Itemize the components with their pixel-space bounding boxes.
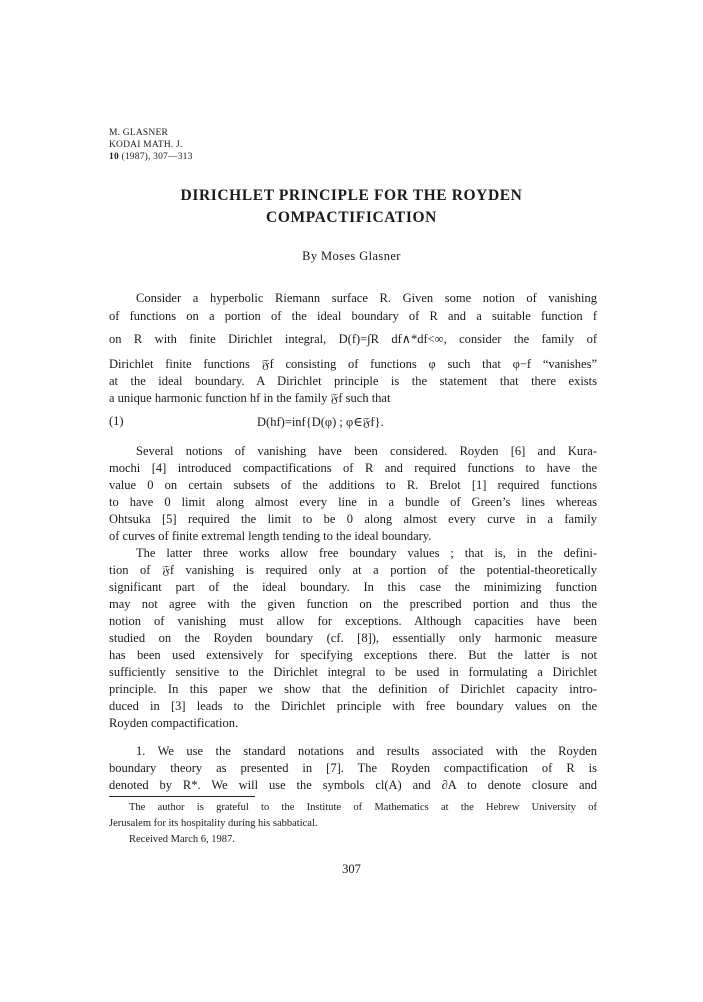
para3-line: has been used extensively for specifying exceptions there. But the latter is not	[109, 648, 597, 662]
equation-body: D(hf)=inf{D(φ) ; φ∈𝔉f}.	[257, 415, 384, 429]
equation-number: (1)	[109, 414, 124, 428]
para2-line: mochi [4] introduced compactifications of R and required functions to have the	[109, 461, 597, 475]
para1-line: at the ideal boundary. A Dirichlet principle is the statement that there exists	[109, 374, 597, 388]
author-running-head: M. GLASNER	[109, 128, 169, 138]
para1-line: a unique harmonic function hf in the family 𝔉f such that	[109, 391, 391, 405]
journal-name: KODAI MATH. J.	[109, 140, 183, 150]
volume-info	[109, 151, 193, 163]
para2-line: of curves of finite extremal length tending to the ideal boundary.	[109, 529, 432, 543]
para1-line: of functions on a portion of the ideal boundary of R and a suitable function f	[109, 309, 597, 323]
page-number: 307	[342, 862, 361, 876]
para3-line: duced in [3] leads to the Dirichlet principle with free boundary values on the	[109, 699, 597, 713]
byline: By Moses Glasner	[302, 249, 401, 263]
para1-line: Consider a hyperbolic Riemann surface R. Given some notion of vanishing	[136, 291, 597, 305]
para2-line: Several notions of vanishing have been considered. Royden [6] and Kura-	[136, 444, 597, 458]
paper-title-line-2: COMPACTIFICATION	[266, 209, 437, 226]
para1-line: on R with finite Dirichlet integral, D(f)=∫R df∧*df<∞, consider the family of	[109, 332, 597, 346]
para3-line: principle. In this paper we show that the definition of Dirichlet capacity intro-	[109, 682, 597, 696]
para3-line: tion of 𝔉f vanishing is required only at a portion of the potential-theoretically	[109, 563, 597, 577]
para2-line: value 0 on certain subsets of the additions to R. Brelot [1] required functions	[109, 478, 597, 492]
footnote-line: The author is grateful to the Institute of Mathematics at the Hebrew University of	[129, 802, 597, 813]
para2-line: to have 0 limit along almost every line in a bundle of Green’s lines whereas	[109, 495, 597, 509]
para3-line: may not agree with the given function on the prescribed portion and thus the	[109, 597, 597, 611]
volume-pages: (1987), 307—313	[118, 152, 193, 162]
para3-line: Royden compactification.	[109, 716, 239, 730]
volume-number: 10	[109, 152, 119, 162]
section1-line: denoted by R*. We will use the symbols cl(A) and ∂A to denote closure and	[109, 778, 597, 792]
footnote-rule	[109, 796, 255, 797]
footnote-line: Jerusalem for its hospitality during his sabbatical.	[109, 818, 318, 829]
para3-line: The latter three works allow free boundary values ; that is, in the defini-	[136, 546, 597, 560]
para3-line: notion of vanishing must allow for exceptions. Although capacities have been	[109, 614, 597, 628]
section1-line: boundary theory as presented in [7]. The Royden compactification of R is	[109, 761, 597, 775]
para3-line: studied on the Royden boundary (cf. [8]), essentially only harmonic measure	[109, 631, 597, 645]
para3-line: significant part of the ideal boundary. In this case the minimizing function	[109, 580, 597, 594]
paper-title-line-1: DIRICHLET PRINCIPLE FOR THE ROYDEN	[180, 187, 523, 204]
received-date: Received March 6, 1987.	[129, 834, 235, 845]
journal-header	[109, 127, 193, 163]
para1-line: Dirichlet finite functions 𝔉f consisting of functions φ such that φ−f “vanishes”	[109, 357, 597, 371]
section1-line: 1. We use the standard notations and results associated with the Royden	[136, 744, 597, 758]
para3-line: sufficiently sensitive to the Dirichlet integral to be used in formulating a Dirichlet	[109, 665, 597, 679]
para2-line: Ohtsuka [5] required the limit to be 0 along almost every curve in a family	[109, 512, 597, 526]
